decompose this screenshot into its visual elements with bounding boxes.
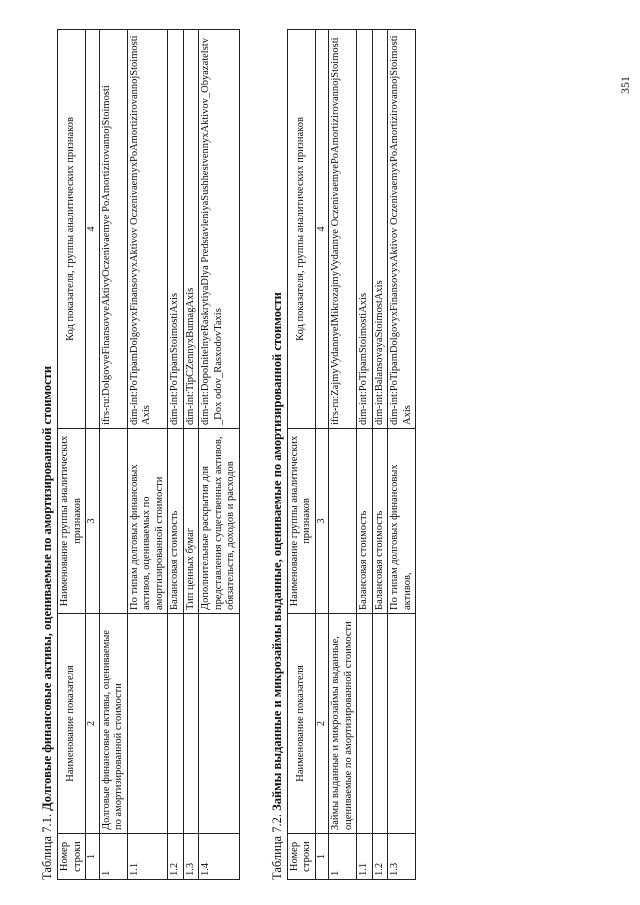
- column-number: 2: [315, 614, 329, 834]
- indicator-code: dim-int:PoTipamDolgovyxFinansovyxAktivov OczenivaemyxPoAmortizirovannojStoimostiAxis: [127, 30, 168, 429]
- table1-column-numbers: [86, 30, 100, 880]
- indicator-name: [388, 614, 416, 834]
- row-number: 1: [329, 834, 357, 880]
- table-row: [127, 30, 168, 880]
- indicator-name: Долговые финансовые активы, оцениваемые по амортизированной стоимости: [99, 614, 127, 834]
- table2-header-row: [287, 30, 315, 880]
- indicator-name: [199, 614, 240, 834]
- table2-column-numbers: [315, 30, 329, 880]
- table-row: [357, 30, 373, 880]
- table2-caption: [270, 30, 285, 880]
- indicator-code: dim-int:PoTipamDolgovyxFinansovyxAktivov OczenivaemyxPoAmortizirovannojStoimostiAxis: [388, 30, 416, 429]
- group-name: Балансовая стоимость: [357, 429, 373, 614]
- group-name: [329, 429, 357, 614]
- table-row: [199, 30, 240, 880]
- indicator-name: [372, 614, 388, 834]
- header-indicator-name: Наименование показателя: [58, 614, 86, 834]
- row-number: 1.3: [388, 834, 416, 880]
- row-number: 1: [99, 834, 127, 880]
- document-content: [40, 30, 416, 880]
- indicator-name: [357, 614, 373, 834]
- table-row: [99, 30, 127, 880]
- header-group-name: Наименование группы аналитических признаков: [58, 429, 86, 614]
- table-row: [183, 30, 199, 880]
- column-number: 3: [86, 429, 100, 614]
- indicator-code: dim-int:PoTipamStoimostiAxis: [357, 30, 373, 429]
- indicator-code: dim-int:DopolnitelnyeRaskrytiyaDlya PredstavleniyaSushhestvennyxAktivov_Obyazatelstv_Dox odov_RasxodovTaxis: [199, 30, 240, 429]
- indicator-code: dim-int:TipCZennyxBumagAxis: [183, 30, 199, 429]
- table1-caption-prefix: Таблица 7.1.: [40, 814, 54, 880]
- column-number: 4: [315, 30, 329, 429]
- indicator-name: [183, 614, 199, 834]
- row-number: 1.1: [127, 834, 168, 880]
- indicator-code: dim-int:BalansovayaStoimostAxis: [372, 30, 388, 429]
- column-number: 1: [315, 834, 329, 880]
- column-number: 4: [86, 30, 100, 429]
- row-number: 1.3: [183, 834, 199, 880]
- indicator-code: dim-int:PoTipamStoimostiAxis: [168, 30, 184, 429]
- table2-caption-prefix: Таблица 7.2.: [269, 814, 284, 880]
- header-indicator-name: Наименование показателя: [287, 614, 315, 834]
- group-name: Тип ценных бумаг: [183, 429, 199, 614]
- column-number: 1: [86, 834, 100, 880]
- indicator-code: ifrs-ru:DolgovyeFinansovyeAktivyOczenivaemye PoAmortizirovannojStoimosti: [99, 30, 127, 429]
- header-code: Код показателя, группы аналитических признаков: [58, 30, 86, 429]
- table1-caption-title: Долговые финансовые активы, оцениваемые по амортизированной стоимости: [40, 365, 54, 811]
- table-row: [372, 30, 388, 880]
- row-number: 1.2: [168, 834, 184, 880]
- indicator-name: [127, 614, 168, 834]
- table1-caption: [40, 30, 55, 880]
- header-row-number: Номер строки: [58, 834, 86, 880]
- row-number: 1.1: [357, 834, 373, 880]
- table1: [57, 29, 240, 880]
- table2-caption-title: Займы выданные и микрозаймы выданные, оцениваемые по амортизированной стоимости: [269, 292, 284, 811]
- group-name: Дополнительные раскрытия для представления существенных активов, обязательств, доходов и расходов: [199, 429, 240, 614]
- indicator-name: Займы выданные и микрозаймы выданные, оцениваемые по амортизированной стоимости: [329, 614, 357, 834]
- group-name: По типам долговых финансовых активов,: [388, 429, 416, 614]
- spacer: [240, 30, 270, 880]
- page-number: 351: [618, 76, 632, 94]
- column-number: 3: [315, 429, 329, 614]
- header-code: Код показателя, группы аналитических признаков: [287, 30, 315, 429]
- table-row: [168, 30, 184, 880]
- column-number: 2: [86, 614, 100, 834]
- table1-header-row: [58, 30, 86, 880]
- table-row: [388, 30, 416, 880]
- group-name: Балансовая стоимость: [372, 429, 388, 614]
- indicator-name: [168, 614, 184, 834]
- header-row-number: Номер строки: [287, 834, 315, 880]
- table-row: [329, 30, 357, 880]
- table2: [287, 29, 417, 880]
- row-number: 1.2: [372, 834, 388, 880]
- group-name: Балансовая стоимость: [168, 429, 184, 614]
- header-group-name: Наименование группы аналитических признаков: [287, 429, 315, 614]
- group-name: [99, 429, 127, 614]
- indicator-code: ifrs-ru:ZajmyVydannyeIMikrozajmyVydannye OczenivaemyePoAmortizirovannojStoimosti: [329, 30, 357, 429]
- row-number: 1.4: [199, 834, 240, 880]
- group-name: По типам долговых финансовых активов, оцениваемых по амортизированной стоимости: [127, 429, 168, 614]
